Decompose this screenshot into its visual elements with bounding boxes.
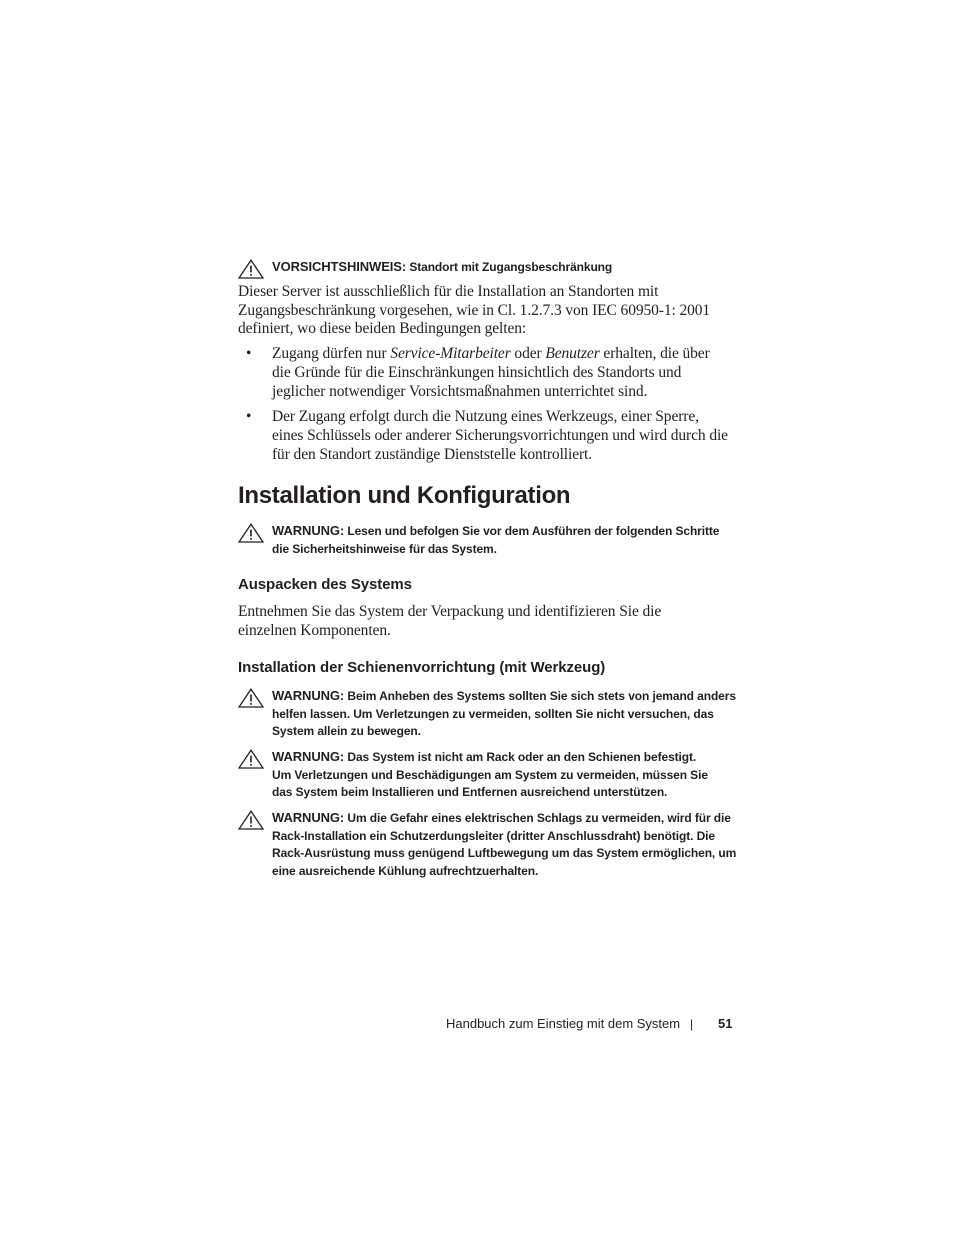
bullet-marker: • [246,408,252,425]
warning-triangle-icon [238,749,264,769]
warning-notice [238,748,738,802]
warning-notice [238,522,738,558]
bullet-text: oder [510,345,546,362]
list-item [238,407,728,464]
bullet-text: , einer Sperre, eines Schlüssels oder anderer Sicherungsvorrichtungen und wird durch die für den Standort zuständige Dienststelle kontrolliert. [272,408,728,463]
intro-paragraph: Dieser Server ist ausschließlich für die Installation an Standorten mit Zugangsbeschränkung vorgesehen, wie in Cl. 1.2.7.3 von IEC 60950-1: 2001 definiert, wo diese beiden Bedingungen gelten: [238,283,711,337]
warning-text: Um die Gefahr eines elektrischen Schlags zu vermeiden, wird für die Rack-Installation ein Schutzerdungsleiter (dritter Anschlussdraht) benötigt. Die Rack-Ausrüstung muss genügend Luftbewegung um das System ermöglichen, um eine ausreichende Kühlung aufrechtzuerhalten. [272,811,737,878]
warning-triangle-icon [238,523,264,543]
section-heading-unpack: Auspacken des Systems [238,576,412,593]
bullet-text: Zugang dürfen nur [272,345,391,362]
warning-label: WARNUNG: [272,688,345,703]
page-number: 51 [718,1016,733,1031]
bullet-emphasis: Service-Mitarbeiter [390,345,511,362]
warning-text: Lesen und befolgen Sie vor dem Ausführen der folgenden Schritte die Sicherheitshinweise für das System. [272,524,720,556]
page-title: Installation und Konfiguration [238,482,571,509]
warning-label: WARNUNG: [272,523,345,538]
footer-separator: | [690,1017,694,1031]
footer-title: Handbuch zum Einstieg mit dem System [446,1016,681,1031]
warning-triangle-icon [238,259,264,279]
bullet-text: erhalten, die über die Gründe für die Einschränkungen hinsichtlich des Standorts und jeglicher notwendiger Vorsichtsmaßnahmen unterrichtet sind. [272,345,710,400]
bullet-marker: • [246,345,252,362]
warning-text: Beim Anheben des Systems sollten Sie sich stets von jemand anders helfen lassen. Um Verletzungen zu vermeiden, sollten Sie nicht versuchen, das System allein zu bewegen. [272,689,736,738]
bullet-emphasis: Benutzer [545,345,600,362]
section-heading-rails: Installation der Schienenvorrichtung (mit Werkzeug) [238,659,606,676]
warning-triangle-icon [238,810,264,830]
caution-text: Standort mit Zugangsbeschränkung [409,260,613,274]
bullet-text: Der Zugang erfolgt durch die Nutzung eines [272,408,546,425]
caution-notice [238,258,738,277]
unpack-paragraph: Entnehmen Sie das System der Verpackung und identifizieren Sie die einzelnen Komponenten. [238,603,662,639]
caution-label: VORSICHTSHINWEIS: [272,259,407,274]
bullet-emphasis: Werkzeugs [545,408,614,425]
list-item [238,344,728,401]
warning-triangle-icon [238,688,264,708]
warning-text: Das System ist nicht am Rack oder an den Schienen befestigt. Um Verletzungen und Beschädigungen am System zu vermeiden, müssen Sie das System beim Installieren und Entfernen ausreichend unterstützen. [272,750,708,799]
warning-label: WARNUNG: [272,749,345,764]
warning-notice [238,809,738,880]
warning-notice [238,687,738,741]
warning-label: WARNUNG: [272,810,345,825]
